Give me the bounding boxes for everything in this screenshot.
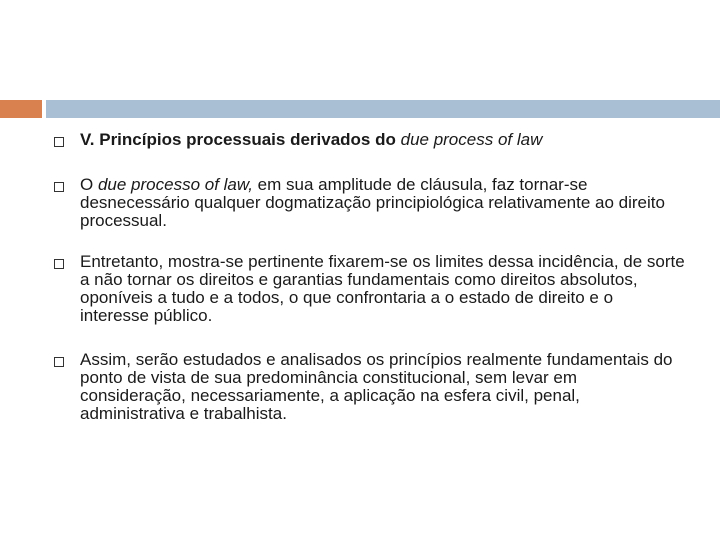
bullet-text — [80, 131, 686, 149]
heading-italic-text: due process of law — [400, 130, 543, 149]
slide-content — [54, 126, 694, 423]
bullet-item-principles — [54, 351, 694, 423]
header-accent-bar — [0, 100, 42, 118]
square-bullet-icon — [54, 357, 64, 367]
bullet-item-due-process — [54, 176, 694, 230]
bullet-text: Entretanto, mostra-se pertinente fixarem-se os limites dessa incidência, de sorte a não tornar os direitos e garantias fundamentais como direitos absolutos, oponíveis a tudo e a todos, o que confrontaria a o estado de direito e o interesse público. — [80, 252, 685, 325]
bullet-text: Assim, serão estudados e analisados os princípios realmente fundamentais do ponto de vista de sua predominância constitucional, sem levar em consideração, necessariamente, a aplicação na esfera civil, penal, administrativa e trabalhista. — [80, 350, 673, 423]
square-bullet-icon — [54, 137, 64, 147]
heading-text: V. Princípios processuais derivados do — [80, 130, 401, 149]
bullet-text — [80, 176, 686, 230]
bullet-item-heading — [54, 131, 694, 149]
bullet-item-limits — [54, 253, 694, 325]
square-bullet-icon — [54, 259, 64, 269]
header-bar — [46, 100, 720, 118]
bullet-italic-text: due processo of law, — [97, 175, 253, 194]
square-bullet-icon — [54, 182, 64, 192]
bullet-rest-text: em sua amplitude de cláusula, faz tornar-se desnecessário qualquer dogmatização principiológica relativamente ao direito processual. — [80, 175, 665, 230]
bullet-prefix: O — [80, 175, 98, 194]
